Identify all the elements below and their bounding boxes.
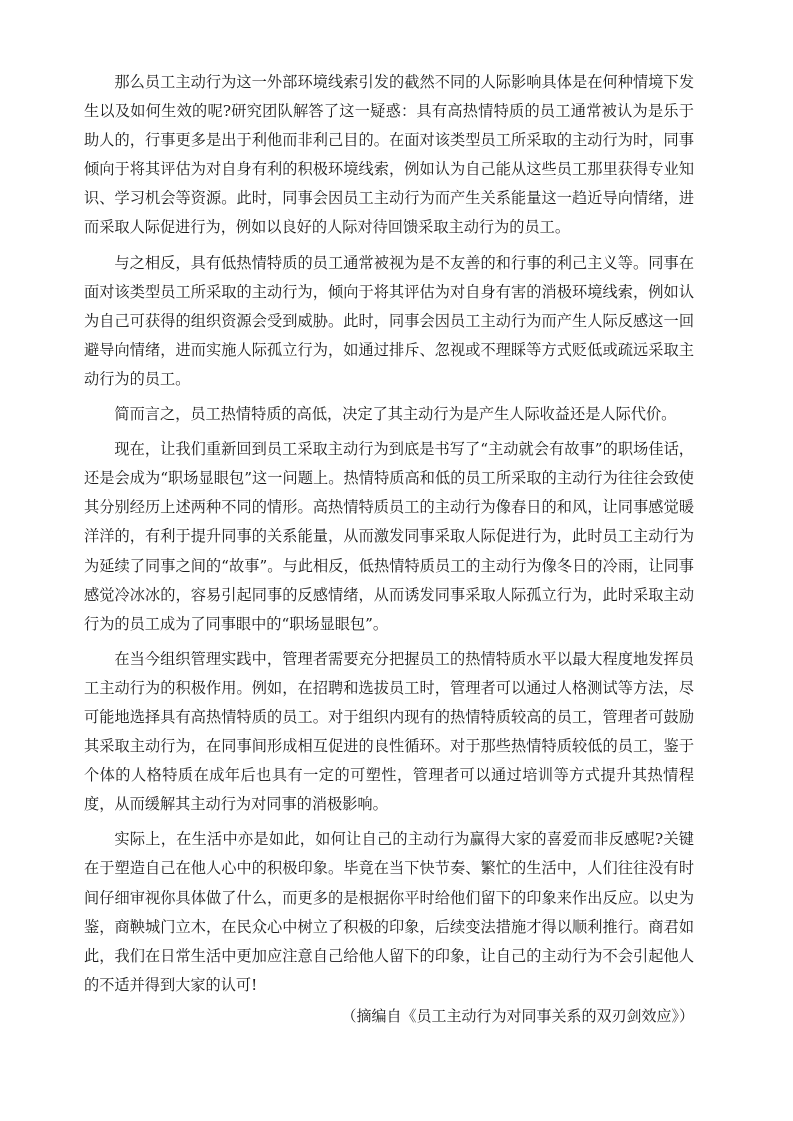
- source-citation: （摘编自《员工主动行为对同事关系的双刃剑效应》）: [341, 1006, 694, 1025]
- article-body: [84, 68, 694, 1031]
- paragraph-3: 简而言之，员工热情特质的高低，决定了其主动行为是产生人际收益还是人际代价。: [114, 405, 677, 424]
- paragraph-6: 实际上，在生活中亦是如此，如何让自己的主动行为赢得大家的喜爱而非反感呢?关键在于塑造自己在他人心中的积极印象。毕竟在当下快节奏、繁忙的生活中，人们往往没有时间仔细审视你具体做了什么，而更多的是根据你平时给他们留下的印象来作出反应。以史为鉴，商鞅城门立木，在民众心中树立了积极的印象，后续变法措施才得以顺利推行。商君如此，我们在日常生活中更加应注意自己给他人留下的印象，让自己的主动行为不会引起他人的不适并得到大家的认可!: [84, 830, 694, 994]
- paragraph-5: 在当今组织管理实践中，管理者需要充分把握员工的热情特质水平以最大程度地发挥员工主动行为的积极作用。例如，在招聘和选拔员工时，管理者可以通过人格测试等方法，尽可能地选择具有高热情特质的员工。对于组织内现有的热情特质较高的员工，管理者可鼓励其采取主动行为，在同事间形成相互促进的良性循环。对于那些热情特质较低的员工，鉴于个体的人格特质在成年后也具有一定的可塑性，管理者可以通过培训等方式提升其热情程度，从而缓解其主动行为对同事的消极影响。: [84, 649, 694, 814]
- paragraph-2: 与之相反，具有低热情特质的员工通常被视为是不友善的和行事的利己主义等。同事在面对该类型员工所采取的主动行为，倾向于将其评估为对自身有害的消极环境线索，例如认为自己可获得的组织资源会受到威胁。此时，同事会因员工主动行为而产生人际反感这一回避导向情绪，进而实施人际孤立行为，如通过排斥、忽视或不理睬等方式贬低或疏远采取主动行为的员工。: [84, 253, 694, 388]
- paragraph-4: 现在，让我们重新回到员工采取主动行为到底是书写了“主动就会有故事”的职场佳话，还是会成为“职场显眼包”这一问题上。热情特质高和低的员工所采取的主动行为往往会致使其分别经历上述两种不同的情形。高热情特质员工的主动行为像春日的和风，让同事感觉暖洋洋的，有利于提升同事的关系能量，从而激发同事采取人际促进行为，此时员工主动行为为延续了同事之间的“故事”。与此相反，低热情特质员工的主动行为像冬日的冷雨，让同事感觉冷冰冰的，容易引起同事的反感情绪，从而诱发同事采取人际孤立行为，此时采取主动行为的员工成为了同事眼中的“职场显眼包”。: [84, 440, 694, 633]
- paragraph-1: 那么员工主动行为这一外部环境线索引发的截然不同的人际影响具体是在何种情境下发生以及如何生效的呢?研究团队解答了这一疑惑：具有高热情特质的员工通常被认为是乐于助人的，行事更多是出于利他而非利己目的。在面对该类型员工所采取的主动行为时，同事倾向于将其评估为对自身有利的积极环境线索，例如认为自己能从这些员工那里获得专业知识、学习机会等资源。此时，同事会因员工主动行为而产生关系能量这一趋近导向情绪，进而采取人际促进行为，例如以良好的人际对待回馈采取主动行为的员工。: [84, 73, 694, 237]
